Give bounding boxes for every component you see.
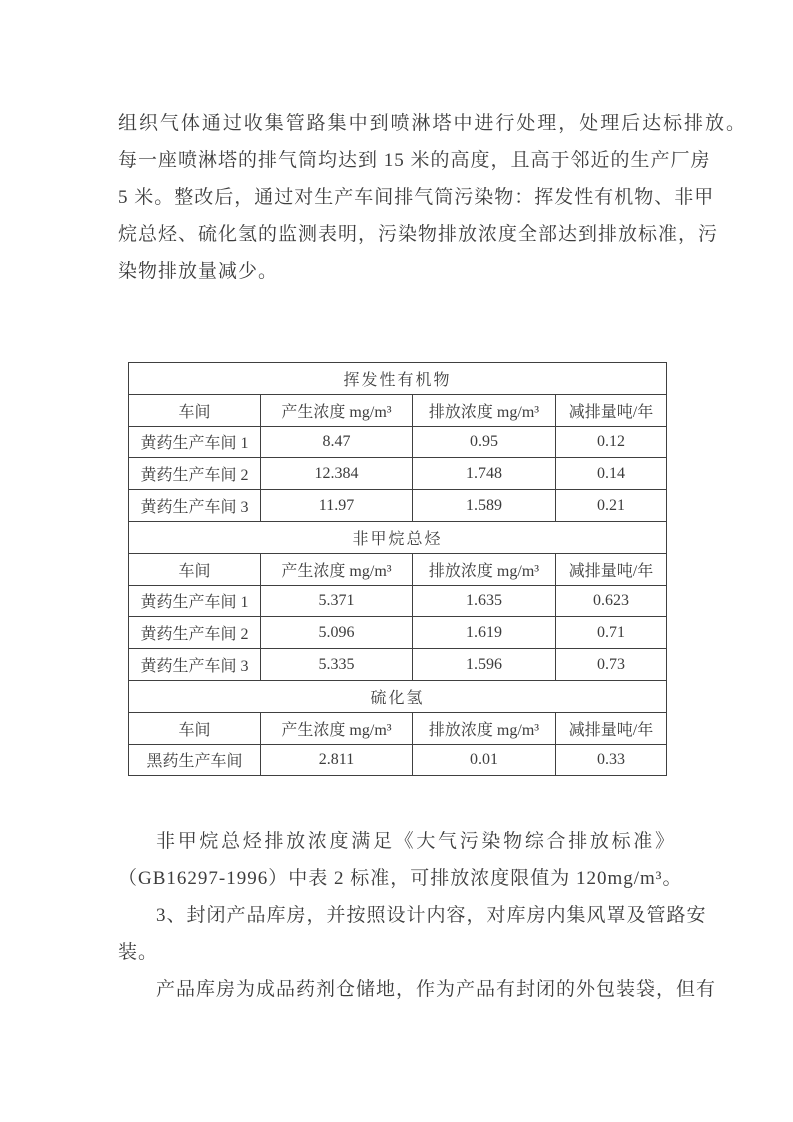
value-cell: 5.096	[261, 617, 413, 649]
value-cell: 8.47	[261, 426, 413, 458]
table-header-cell: 排放浓度 mg/m³	[413, 712, 556, 744]
paragraph-exhaust-treatment	[118, 105, 746, 290]
value-cell: 0.33	[556, 744, 667, 776]
workshop-cell: 黄药生产车间 3	[129, 490, 261, 522]
paragraph-line: 非甲烷总烃排放浓度满足《大气污染物综合排放标准》	[156, 831, 675, 852]
paragraph-line: 每一座喷淋塔的排气筒均达到 15 米的高度，且高于邻近的生产厂房	[118, 150, 711, 171]
table-header-cell: 排放浓度 mg/m³	[413, 394, 556, 426]
workshop-cell: 黄药生产车间 1	[129, 426, 261, 458]
value-cell: 0.95	[413, 426, 556, 458]
value-cell: 0.71	[556, 617, 667, 649]
value-cell: 5.371	[261, 585, 413, 617]
table-section-row	[129, 363, 667, 395]
paragraph-line: 组织气体通过收集管路集中到喷淋塔中进行处理，处理后达标排放。	[118, 113, 746, 134]
table-header-cell: 车间	[129, 394, 261, 426]
table-section-title: 硫化氢	[129, 680, 667, 712]
table-header-row	[129, 394, 667, 426]
table-header-cell: 产生浓度 mg/m³	[261, 712, 413, 744]
value-cell: 1.589	[413, 490, 556, 522]
value-cell: 12.384	[261, 458, 413, 490]
paragraph-line: 3、封闭产品库房，并按照设计内容，对库房内集风罩及管路安	[156, 905, 707, 926]
emissions-table	[128, 362, 667, 776]
value-cell: 1.635	[413, 585, 556, 617]
table-section-row	[129, 680, 667, 712]
table-header-row	[129, 553, 667, 585]
table-header-cell: 减排量吨/年	[556, 394, 667, 426]
table-row	[129, 458, 667, 490]
workshop-cell: 黄药生产车间 1	[129, 585, 261, 617]
table-section-row	[129, 521, 667, 553]
table-row	[129, 490, 667, 522]
workshop-cell: 黑药生产车间	[129, 744, 261, 776]
paragraph-nmhc-standard	[118, 823, 683, 897]
paragraph-product-warehouse	[118, 971, 717, 1008]
table-header-cell: 车间	[129, 712, 261, 744]
table-header-cell: 产生浓度 mg/m³	[261, 553, 413, 585]
paragraph-line: （GB16297-1996）中表 2 标准，可排放浓度限值为 120mg/m³。	[118, 868, 683, 889]
paragraph-line: 染物排放量减少。	[118, 261, 279, 282]
workshop-cell: 黄药生产车间 2	[129, 617, 261, 649]
value-cell: 1.596	[413, 649, 556, 681]
value-cell: 0.623	[556, 585, 667, 617]
table-row	[129, 744, 667, 776]
value-cell: 0.14	[556, 458, 667, 490]
paragraph-warehouse-closure	[118, 897, 707, 971]
table-header-cell: 车间	[129, 553, 261, 585]
value-cell: 0.01	[413, 744, 556, 776]
table-section-title: 非甲烷总烃	[129, 521, 667, 553]
table-row	[129, 426, 667, 458]
value-cell: 5.335	[261, 649, 413, 681]
paragraph-line: 烷总烃、硫化氢的监测表明，污染物排放浓度全部达到排放标准，污	[118, 224, 719, 245]
table-row	[129, 617, 667, 649]
value-cell: 0.21	[556, 490, 667, 522]
paragraph-line: 装。	[118, 942, 159, 963]
table-row	[129, 585, 667, 617]
table-section-title: 挥发性有机物	[129, 363, 667, 395]
workshop-cell: 黄药生产车间 2	[129, 458, 261, 490]
paragraphs-below-table	[118, 823, 717, 1008]
value-cell: 0.73	[556, 649, 667, 681]
value-cell: 11.97	[261, 490, 413, 522]
workshop-cell: 黄药生产车间 3	[129, 649, 261, 681]
table-row	[129, 649, 667, 681]
value-cell: 1.619	[413, 617, 556, 649]
table-header-cell: 减排量吨/年	[556, 553, 667, 585]
table-header-cell: 减排量吨/年	[556, 712, 667, 744]
table-header-row	[129, 712, 667, 744]
paragraph-line: 产品库房为成品药剂仓储地，作为产品有封闭的外包装袋，但有	[156, 979, 717, 1000]
table-header-cell: 产生浓度 mg/m³	[261, 394, 413, 426]
table-header-cell: 排放浓度 mg/m³	[413, 553, 556, 585]
value-cell: 1.748	[413, 458, 556, 490]
value-cell: 0.12	[556, 426, 667, 458]
paragraph-line: 5 米。整改后，通过对生产车间排气筒污染物：挥发性有机物、非甲	[118, 187, 715, 208]
value-cell: 2.811	[261, 744, 413, 776]
